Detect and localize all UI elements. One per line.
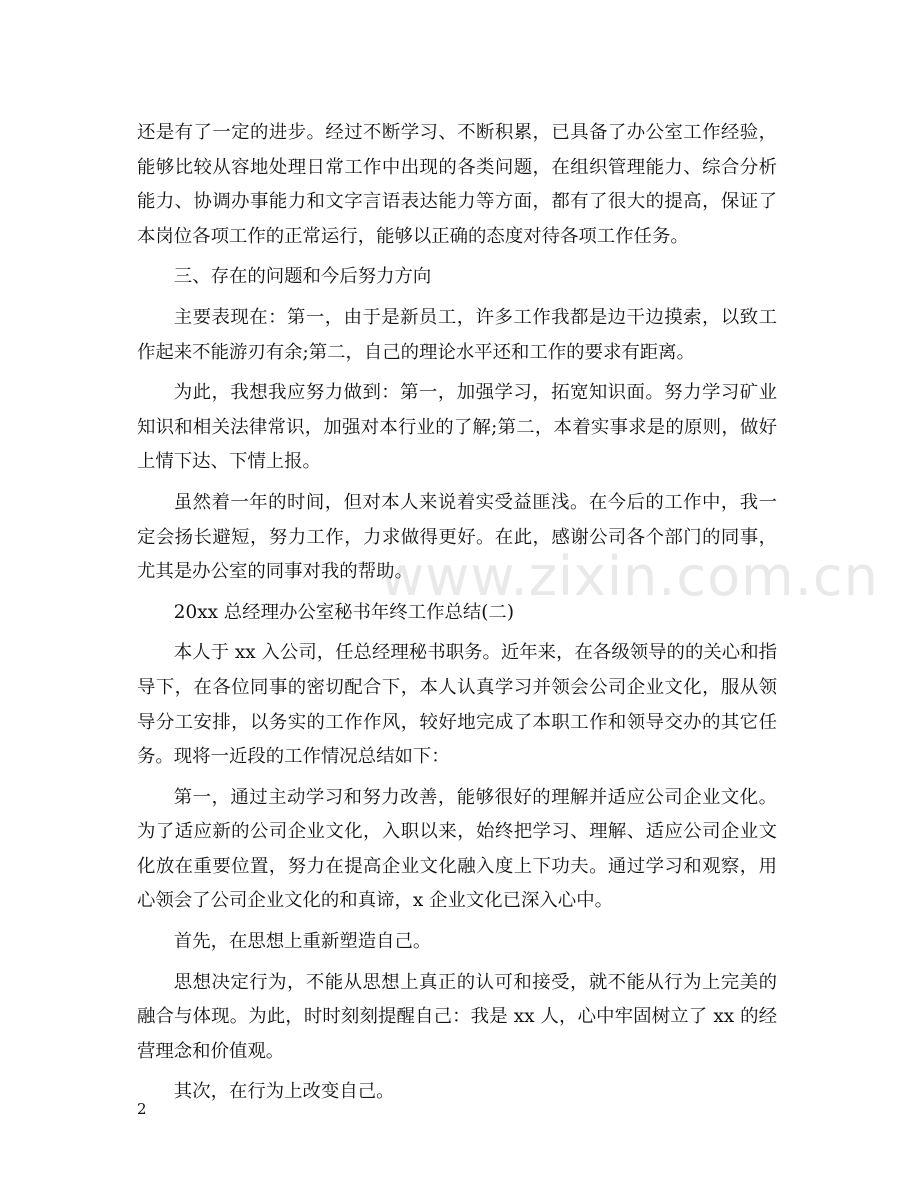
article-title: 20xx 总经理办公室秘书年终工作总结(二): [173, 601, 514, 623]
section-heading: 三、存在的问题和今后努力方向: [173, 266, 432, 288]
paragraph: 虽然着一年的时间，但对本人来说着实受益匪浅。在今后的工作中，我一定会扬长避短，努力工作，力求做得更好。在此，感谢公司各个部门的同事，尤其是办公室的同事对我的帮助。: [137, 491, 777, 583]
paragraph: 思想决定行为，不能从思想上真正的认可和接受，就不能从行为上完美的融合与体现。为此，时时刻刻提醒自己：我是 xx 人，心中牢固树立了 xx 的经营理念和价值观。: [137, 971, 777, 1062]
paragraph: 主要表现在：第一，由于是新员工，许多工作我都是边干边摸索，以致工作起来不能游刃有余;第二，自己的理论水平还和工作的要求有距离。: [137, 306, 777, 363]
paragraph: 其次，在行为上改变自己。: [173, 1081, 395, 1103]
watermark: www.zixin.com.cn: [380, 545, 879, 608]
paragraph: 为此，我想我应努力做到：第一，加强学习，拓宽知识面。努力学习矿业知识和相关法律常识，加强对本行业的了解;第二，本着实事求是的原则，做好上情下达、下情上报。: [137, 382, 777, 473]
paragraph: 本人于 xx 入公司，任总经理秘书职务。近年来，在各级领导的的关心和指导下，在各位同事的密切配合下，本人认真学习并领会公司企业文化，服从领导分工安排，以务实的工作作风，较好地完成了本职工作和领导交办的其它任务。现将一近段的工作情况总结如下：: [137, 642, 777, 768]
paragraph: 还是有了一定的进步。经过不断学习、不断积累，已具备了办公室工作经验，能够比较从容地处理日常工作中出现的各类问题，在组织管理能力、综合分析能力、协调办事能力和文字言语表达能力等方面，都有了很大的提高，保证了本岗位各项工作的正常运行，能够以正确的态度对待各项工作任务。: [137, 122, 777, 247]
paragraph: 首先，在思想上重新塑造自己。: [173, 931, 432, 953]
body-text: [137, 116, 777, 1110]
paragraph: 第一，通过主动学习和努力改善，能够很好的理解并适应公司企业文化。为了适应新的公司企业文化，入职以来，始终把学习、理解、适应公司企业文化放在重要位置，努力在提高企业文化融入度上下功夫。通过学习和观察，用心领会了公司企业文化的和真谛，x 企业文化已深入心中。: [137, 786, 777, 912]
page-number: 2: [137, 1100, 147, 1118]
